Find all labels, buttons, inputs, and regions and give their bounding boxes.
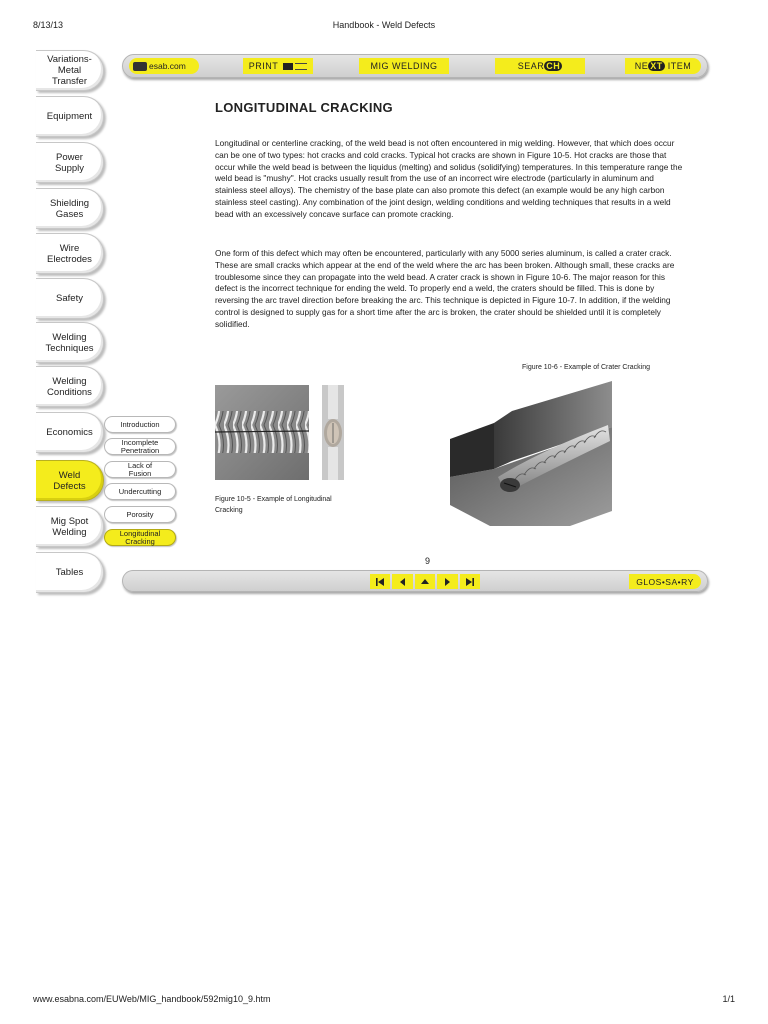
figure-10-6-caption: Figure 10-6 - Example of Crater Cracking: [522, 364, 650, 371]
last-page-button[interactable]: [460, 574, 480, 589]
skip-forward-icon: [465, 577, 475, 587]
main-content: [215, 100, 685, 329]
first-page-button[interactable]: [370, 574, 390, 589]
nav-item-mig-spot-welding[interactable]: [36, 506, 104, 547]
subnav-item-label: Longitudinal Cracking: [119, 529, 161, 546]
subnav-item-lack-of-fusion[interactable]: [104, 461, 176, 478]
printer-icon: [283, 63, 293, 70]
paragraph-crater-crack: One form of this defect which may often be encountered, particularly with any 5000 series aluminum, is called a crater crack. These are small cracks which appear at the end of the weld where the arc has been broken. Although small, these cracks are troublesome since they can propagate into the weld bead. A crater crack is shown in Figure 10-6. The major reason for this defect is the incorrect technique for ending the weld. To properly end a weld, the craters should be filled. This is done by reversing the arc travel direction before breaking the arc. This technique is depicted in Figure 10-7. In addition, if the welding control is designed to supply gas for a short time after the arc is broken, the crater should be shielded until it is completely solidified.: [215, 248, 675, 329]
next-label-a: NE: [634, 61, 649, 71]
figure-10-5-photo-weld-surface: [215, 385, 309, 480]
up-button[interactable]: [415, 574, 435, 589]
page-number: 9: [425, 556, 431, 566]
mig-welding-label: MIG WELDING: [370, 61, 438, 71]
paper-lines-icon: [295, 63, 307, 70]
search-button[interactable]: [495, 58, 585, 74]
nav-item-tables[interactable]: [36, 552, 104, 593]
print-button[interactable]: [243, 58, 313, 74]
nav-item-label: Mig Spot Welding: [50, 515, 89, 538]
nav-item-weld-defects[interactable]: [36, 460, 104, 501]
nav-item-label: Welding Techniques: [45, 331, 94, 354]
print-url: www.esabna.com/EUWeb/MIG_handbook/592mig10_9.htm: [33, 994, 271, 1004]
next-label-b: XT: [650, 61, 663, 71]
esab-logo-icon: [133, 62, 147, 71]
subnav-item-label: Incomplete Penetration: [120, 438, 160, 455]
nav-item-label: Equipment: [46, 111, 93, 122]
next-item-button[interactable]: [625, 58, 701, 74]
figure-10-5-caption: Figure 10-5 - Example of Longitudinal Cracking: [215, 496, 332, 514]
nav-item-variations-metal-transfer[interactable]: [36, 50, 104, 91]
arrow-up-icon: [420, 577, 430, 587]
top-toolbar: [122, 54, 708, 78]
glossary-label: GLOS•SA•RY: [636, 576, 694, 587]
search-label-b: CH: [546, 61, 561, 71]
subnav-item-label: Undercutting: [118, 486, 162, 496]
print-title: Handbook - Weld Defects: [332, 20, 436, 30]
page-nav-controls: [370, 574, 480, 589]
nav-item-label: Power Supply: [54, 151, 85, 174]
nav-item-safety[interactable]: [36, 278, 104, 319]
page-title: LONGITUDINAL CRACKING: [215, 100, 393, 115]
figure-10-6-photo-crater-crack: [450, 381, 612, 526]
bottom-toolbar: [122, 570, 708, 592]
subnav-item-label: Lack of Fusion: [127, 461, 153, 478]
mig-welding-home-button[interactable]: [359, 58, 449, 74]
nav-item-power-supply[interactable]: [36, 142, 104, 183]
next-label-c: ITEM: [667, 61, 692, 71]
search-label-a: SEAR: [517, 61, 545, 71]
subnav-item-porosity[interactable]: [104, 506, 176, 523]
subnav-item-undercutting[interactable]: [104, 483, 176, 500]
paragraph-hot-cracks: Longitudinal or centerline cracking, of the weld bead is not often encountered in mig welding. However, that which does occur can be one of two types: hot cracks and cold cracks. Typical hot cracks are shown in Figure 10-5. Hot cracks are those that occur while the weld bead is between the liquidus (melting) and solidus (solidifying) temperatures. In this temperature range the weld bead is "mushy". Hot cracks usually result from the use of an incorrect wire electrode (particularly in aluminum and stainless steel alloys). The chemistry of the base plate can also promote this defect (an example would be any high carbon stainless steel casting). Any combination of the joint design, welding conditions and welding techniques that results in a weld bead with an excessively concave surface can promote cracking.: [215, 138, 683, 219]
nav-item-welding-conditions[interactable]: [36, 366, 104, 407]
nav-item-equipment[interactable]: [36, 96, 104, 137]
previous-page-button[interactable]: [392, 574, 412, 589]
print-date: 8/13/13: [33, 20, 64, 30]
subnav-item-longitudinal-cracking[interactable]: [104, 529, 176, 546]
nav-item-economics[interactable]: [36, 412, 104, 453]
print-page-count: 1/1: [722, 994, 735, 1004]
nav-item-shielding-gases[interactable]: [36, 188, 104, 229]
nav-item-label: Welding Conditions: [47, 375, 92, 398]
nav-item-label: Economics: [46, 427, 93, 438]
subnav-item-label: Porosity: [126, 509, 154, 519]
nav-item-label: Safety: [56, 293, 83, 304]
subnav-item-incomplete-penetration[interactable]: [104, 438, 176, 455]
nav-item-welding-techniques[interactable]: [36, 322, 104, 363]
nav-item-label: Weld Defects: [53, 469, 86, 492]
esab-link-button[interactable]: [129, 58, 199, 74]
esab-link-label: esab.com: [149, 61, 186, 71]
nav-item-label: Variations- Metal Transfer: [47, 54, 92, 87]
nav-item-label: Shielding Gases: [49, 197, 90, 220]
nav-item-label: Tables: [55, 567, 84, 578]
glossary-button[interactable]: [629, 574, 701, 589]
subnav-item-label: Introduction: [120, 419, 160, 429]
skip-back-icon: [375, 577, 385, 587]
arrow-left-icon: [398, 577, 408, 587]
subnav-item-introduction[interactable]: [104, 416, 176, 433]
print-label: PRINT: [248, 61, 279, 71]
next-page-button[interactable]: [437, 574, 457, 589]
figure-10-5-photo-cross-section: [322, 385, 344, 480]
nav-item-wire-electrodes[interactable]: [36, 233, 104, 274]
arrow-right-icon: [442, 577, 452, 587]
nav-item-label: Wire Electrodes: [47, 242, 92, 265]
